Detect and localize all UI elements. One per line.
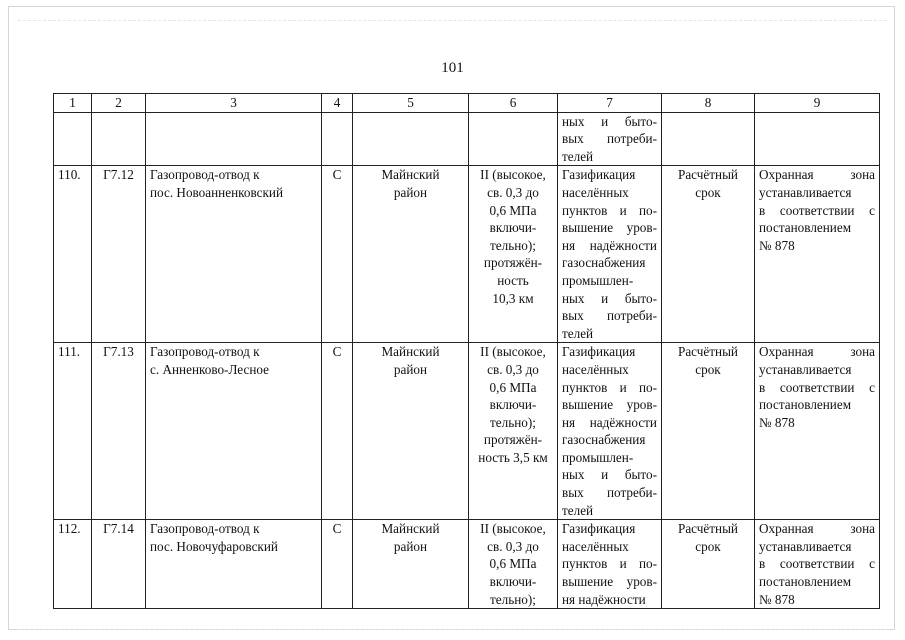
empty-cell xyxy=(146,112,322,166)
text-line: срок xyxy=(695,538,721,554)
purpose-cell xyxy=(558,520,662,609)
text-line: населённых xyxy=(562,538,629,554)
empty-cell xyxy=(755,112,880,166)
column-number-cell: 4 xyxy=(322,94,353,113)
text-line: телей xyxy=(562,148,594,164)
table-row xyxy=(54,343,880,520)
text-line: ность 3,5 км xyxy=(478,449,548,465)
scan-artifact-top xyxy=(18,20,887,21)
text-line: пос. Новоанненковский xyxy=(150,184,284,200)
text-line: тельно); xyxy=(490,414,536,430)
text-line: пунктов и по- xyxy=(562,379,657,395)
table-body xyxy=(54,94,880,609)
text-line: постановлением xyxy=(759,220,852,236)
object-code-cell: Г7.14 xyxy=(92,520,146,609)
text-line: № 878 xyxy=(759,414,795,430)
text-line: II (высокое, xyxy=(480,521,546,537)
term-cell xyxy=(662,166,755,343)
text-line: телей xyxy=(562,502,594,518)
column-number-cell: 7 xyxy=(558,94,662,113)
text-line: протяжён- xyxy=(483,255,543,271)
text-line: пос. Новочуфаровский xyxy=(150,538,278,554)
text-line: св. 0,3 до xyxy=(487,361,539,377)
text-line: Расчётный xyxy=(677,344,738,360)
text-line: вых потреби- xyxy=(562,308,657,324)
empty-cell xyxy=(92,112,146,166)
text-line: срок xyxy=(695,184,721,200)
object-name-cell xyxy=(146,343,322,520)
term-cell xyxy=(662,343,755,520)
text-line: Охранная зона xyxy=(759,167,875,183)
text-line: ня надёжности xyxy=(562,237,657,253)
text-line: 10,3 км xyxy=(492,290,534,306)
text-line: промышлен- xyxy=(562,449,634,465)
text-line: устанавливается xyxy=(759,538,852,554)
column-number-row xyxy=(54,94,880,113)
text-line: газоснабжения xyxy=(562,255,646,271)
purpose-cell xyxy=(558,343,662,520)
purpose-cell xyxy=(558,166,662,343)
text-line: 0,6 МПа xyxy=(489,556,537,572)
text-line: вых потреби- xyxy=(562,485,657,501)
register-table xyxy=(53,93,880,609)
text-line: св. 0,3 до xyxy=(487,184,539,200)
text-line: населённых xyxy=(562,361,629,377)
protection-zone-cell xyxy=(755,166,880,343)
text-line: вых потреби- xyxy=(562,131,657,147)
text-line: в соответствии с xyxy=(759,202,875,218)
text-line: № 878 xyxy=(759,591,795,607)
text-line: вышение уров- xyxy=(562,397,657,413)
text-line: 0,6 МПа xyxy=(489,202,537,218)
text-line: тельно); xyxy=(490,591,536,607)
text-line: Газопровод-отвод к xyxy=(150,167,260,183)
text-line: Расчётный xyxy=(677,521,738,537)
text-line: район xyxy=(393,361,428,377)
object-name-cell xyxy=(146,520,322,609)
text-line: в соответствии с xyxy=(759,379,875,395)
text-line: устанавливается xyxy=(759,361,852,377)
text-line: протяжён- xyxy=(483,432,543,448)
text-line: II (высокое, xyxy=(480,344,546,360)
text-line: Майнский xyxy=(381,167,440,183)
row-number-cell: 110. xyxy=(54,166,92,343)
text-line: срок xyxy=(695,361,721,377)
text-line: ных и быто- xyxy=(562,113,657,129)
column-number-cell: 1 xyxy=(54,94,92,113)
text-line: Охранная зона xyxy=(759,344,875,360)
column-number-cell: 3 xyxy=(146,94,322,113)
text-line: газоснабжения xyxy=(562,432,646,448)
column-number-cell: 5 xyxy=(353,94,469,113)
object-type-cell: С xyxy=(322,166,353,343)
text-line: ность xyxy=(497,272,529,288)
text-line: II (высокое, xyxy=(480,167,546,183)
object-code-cell: Г7.12 xyxy=(92,166,146,343)
text-line: постановлением xyxy=(759,397,852,413)
district-cell xyxy=(353,520,469,609)
text-line: включи- xyxy=(489,574,537,590)
parameters-cell xyxy=(469,343,558,520)
column-number-cell: 6 xyxy=(469,94,558,113)
page-number: 101 xyxy=(441,60,464,76)
row-number-cell: 111. xyxy=(54,343,92,520)
text-line: № 878 xyxy=(759,237,795,253)
text-line: включи- xyxy=(489,397,537,413)
text-line: Охранная зона xyxy=(759,521,875,537)
text-line: населённых xyxy=(562,184,629,200)
text-line: ня надёжности xyxy=(562,414,657,430)
scan-artifact-bottom xyxy=(18,629,887,630)
text-line: с. Анненково-Лесное xyxy=(150,361,270,377)
parameters-cell xyxy=(469,166,558,343)
object-name-cell xyxy=(146,166,322,343)
text-line: устанавливается xyxy=(759,184,852,200)
text-line: телей xyxy=(562,325,594,341)
term-cell xyxy=(662,520,755,609)
protection-zone-cell xyxy=(755,520,880,609)
text-line: Расчётный xyxy=(677,167,738,183)
text-line: в соответствии с xyxy=(759,556,875,572)
text-line: ня надёжности xyxy=(562,591,646,607)
empty-cell xyxy=(469,112,558,166)
text-line: вышение уров- xyxy=(562,574,657,590)
object-type-cell: С xyxy=(322,343,353,520)
empty-cell xyxy=(662,112,755,166)
text-line: ных и быто- xyxy=(562,467,657,483)
object-code-cell: Г7.13 xyxy=(92,343,146,520)
text-line: Газификация xyxy=(562,521,636,537)
text-line: тельно); xyxy=(490,237,536,253)
table-row xyxy=(54,520,880,609)
text-line: Газопровод-отвод к xyxy=(150,521,260,537)
empty-cell xyxy=(353,112,469,166)
district-cell xyxy=(353,166,469,343)
column-number-cell: 9 xyxy=(755,94,880,113)
column-number-cell: 8 xyxy=(662,94,755,113)
text-line: район xyxy=(393,538,428,554)
text-line: Газификация xyxy=(562,167,636,183)
protection-zone-cell xyxy=(755,343,880,520)
object-type-cell: С xyxy=(322,520,353,609)
continuation-row xyxy=(54,112,880,166)
text-line: постановлением xyxy=(759,574,852,590)
row-number-cell: 112. xyxy=(54,520,92,609)
text-line: район xyxy=(393,184,428,200)
text-line: Майнский xyxy=(381,344,440,360)
text-line: Майнский xyxy=(381,521,440,537)
text-line: Газификация xyxy=(562,344,636,360)
column-number-cell: 2 xyxy=(92,94,146,113)
text-line: вышение уров- xyxy=(562,220,657,236)
text-line: св. 0,3 до xyxy=(487,538,539,554)
text-line: ных и быто- xyxy=(562,290,657,306)
empty-cell xyxy=(322,112,353,166)
text-line: промышлен- xyxy=(562,272,634,288)
text-line: пунктов и по- xyxy=(562,556,657,572)
table-row xyxy=(54,166,880,343)
text-line: 0,6 МПа xyxy=(489,379,537,395)
text-line: Газопровод-отвод к xyxy=(150,344,260,360)
text-line: пунктов и по- xyxy=(562,202,657,218)
text-line: включи- xyxy=(489,220,537,236)
parameters-cell xyxy=(469,520,558,609)
district-cell xyxy=(353,343,469,520)
continuation-purpose-cell xyxy=(558,112,662,166)
empty-cell xyxy=(54,112,92,166)
